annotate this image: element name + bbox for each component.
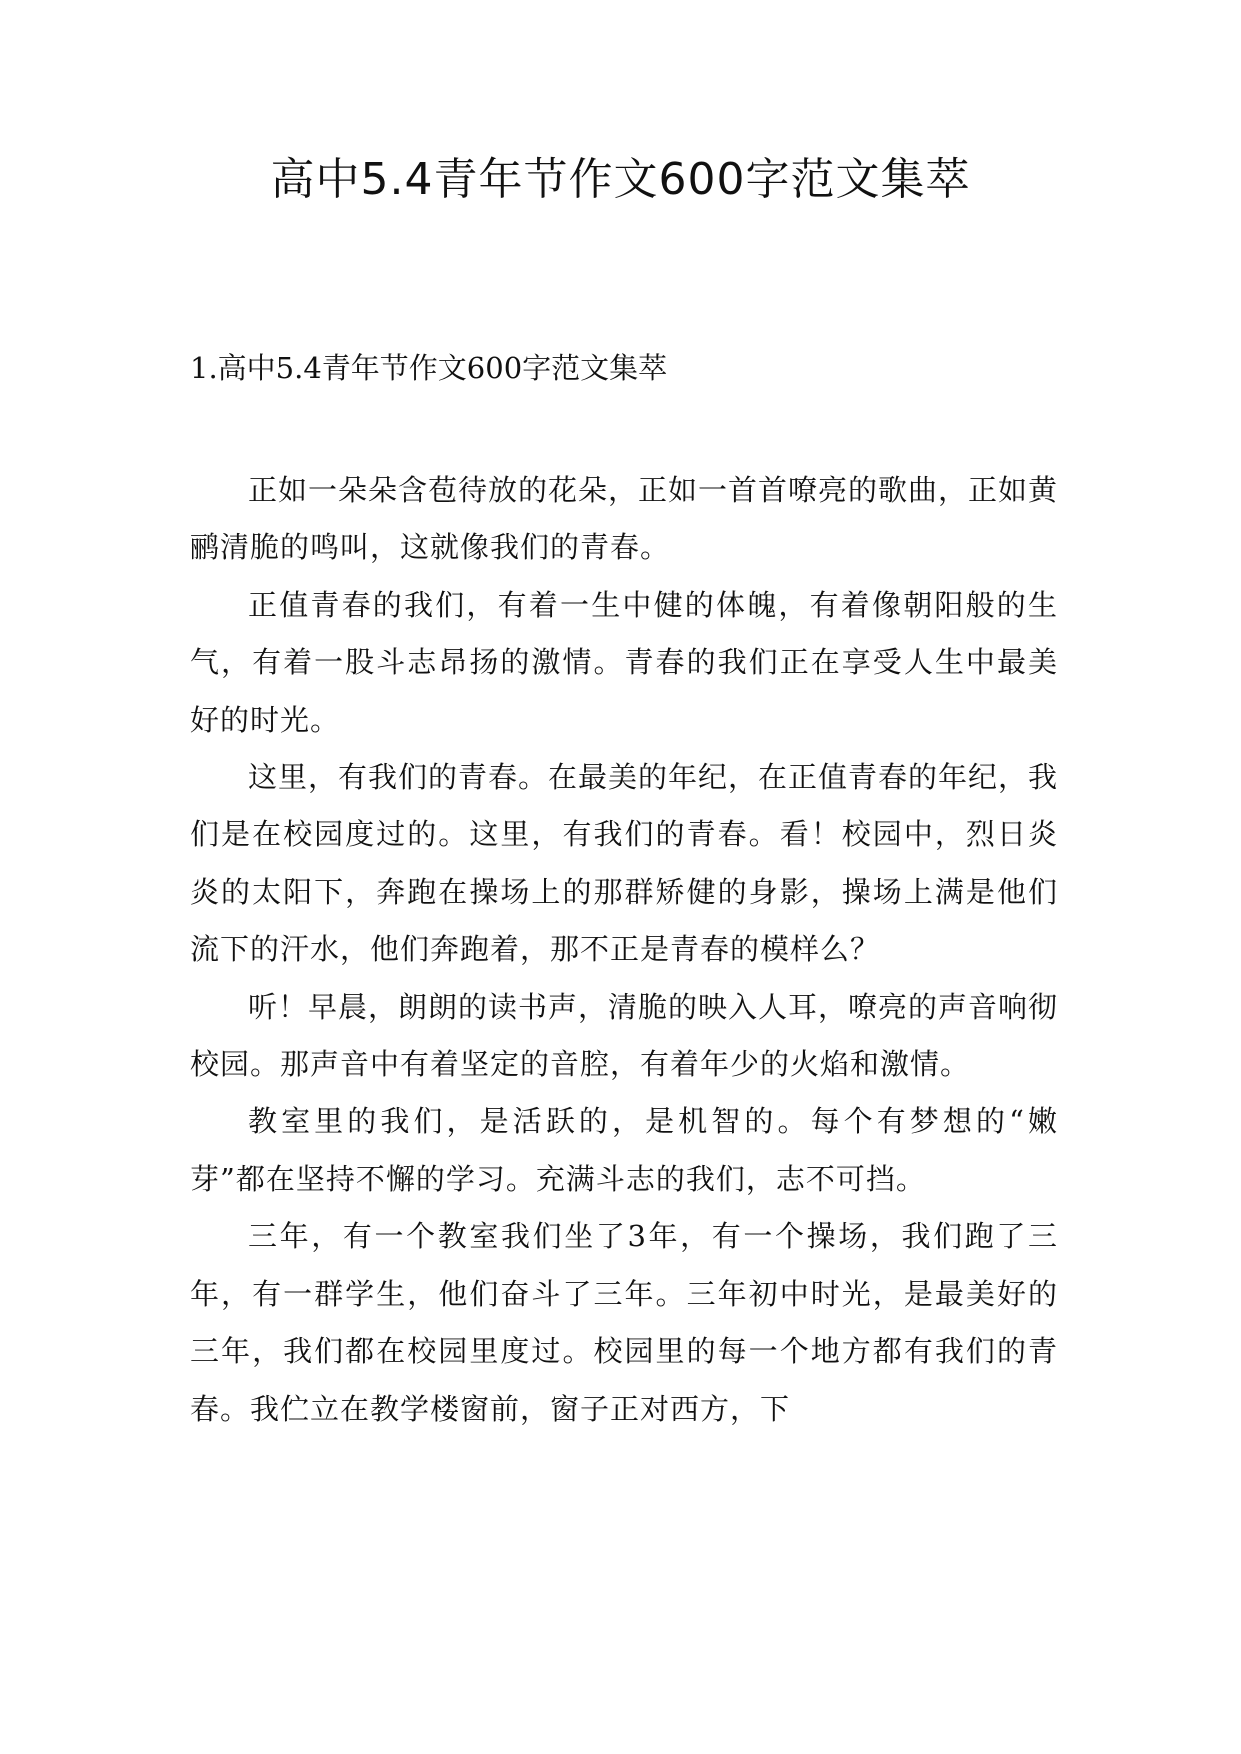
paragraph: 这里，有我们的青春。在最美的年纪，在正值青春的年纪，我们是在校园度过的。这里，有我们的青春。看！校园中，烈日炎炎的太阳下，奔跑在操场上的那群矫健的身影，操场上满是他们流下的汗水，他们奔跑着，那不正是青春的模样么？ <box>190 760 1059 967</box>
paragraph: 正如一朵朵含苞待放的花朵，正如一首首嘹亮的歌曲，正如黄鹂清脆的鸣叫，这就像我们的青春。 <box>190 473 1059 565</box>
paragraph: 正值青春的我们，有着一生中健的体魄，有着像朝阳般的生气，有着一股斗志昂扬的激情。青春的我们正在享受人生中最美好的时光。 <box>190 587 1058 737</box>
document-title: 高中5.4青年节作文600字范文集萃 <box>270 154 971 205</box>
section-heading: 1.高中5.4青年节作文600字范文集萃 <box>190 351 668 385</box>
essay-body <box>190 462 1058 1438</box>
paragraph: 教室里的我们，是活跃的，是机智的。每个有梦想的“嫩芽”都在坚持不懈的学习。充满斗志的我们，志不可挡。 <box>190 1104 1058 1196</box>
paragraph: 听！早晨，朗朗的读书声，清脆的映入人耳，嘹亮的声音响彻校园。那声音中有着坚定的音腔，有着年少的火焰和激情。 <box>190 989 1059 1082</box>
paragraph: 三年，有一个教室我们坐了3年，有一个操场，我们跑了三年，有一群学生，他们奋斗了三年。三年初中时光，是最美好的三年，我们都在校园里度过。校园里的每一个地方都有我们的青春。我伫立在教学楼窗前，窗子正对西方，下 <box>190 1219 1058 1426</box>
